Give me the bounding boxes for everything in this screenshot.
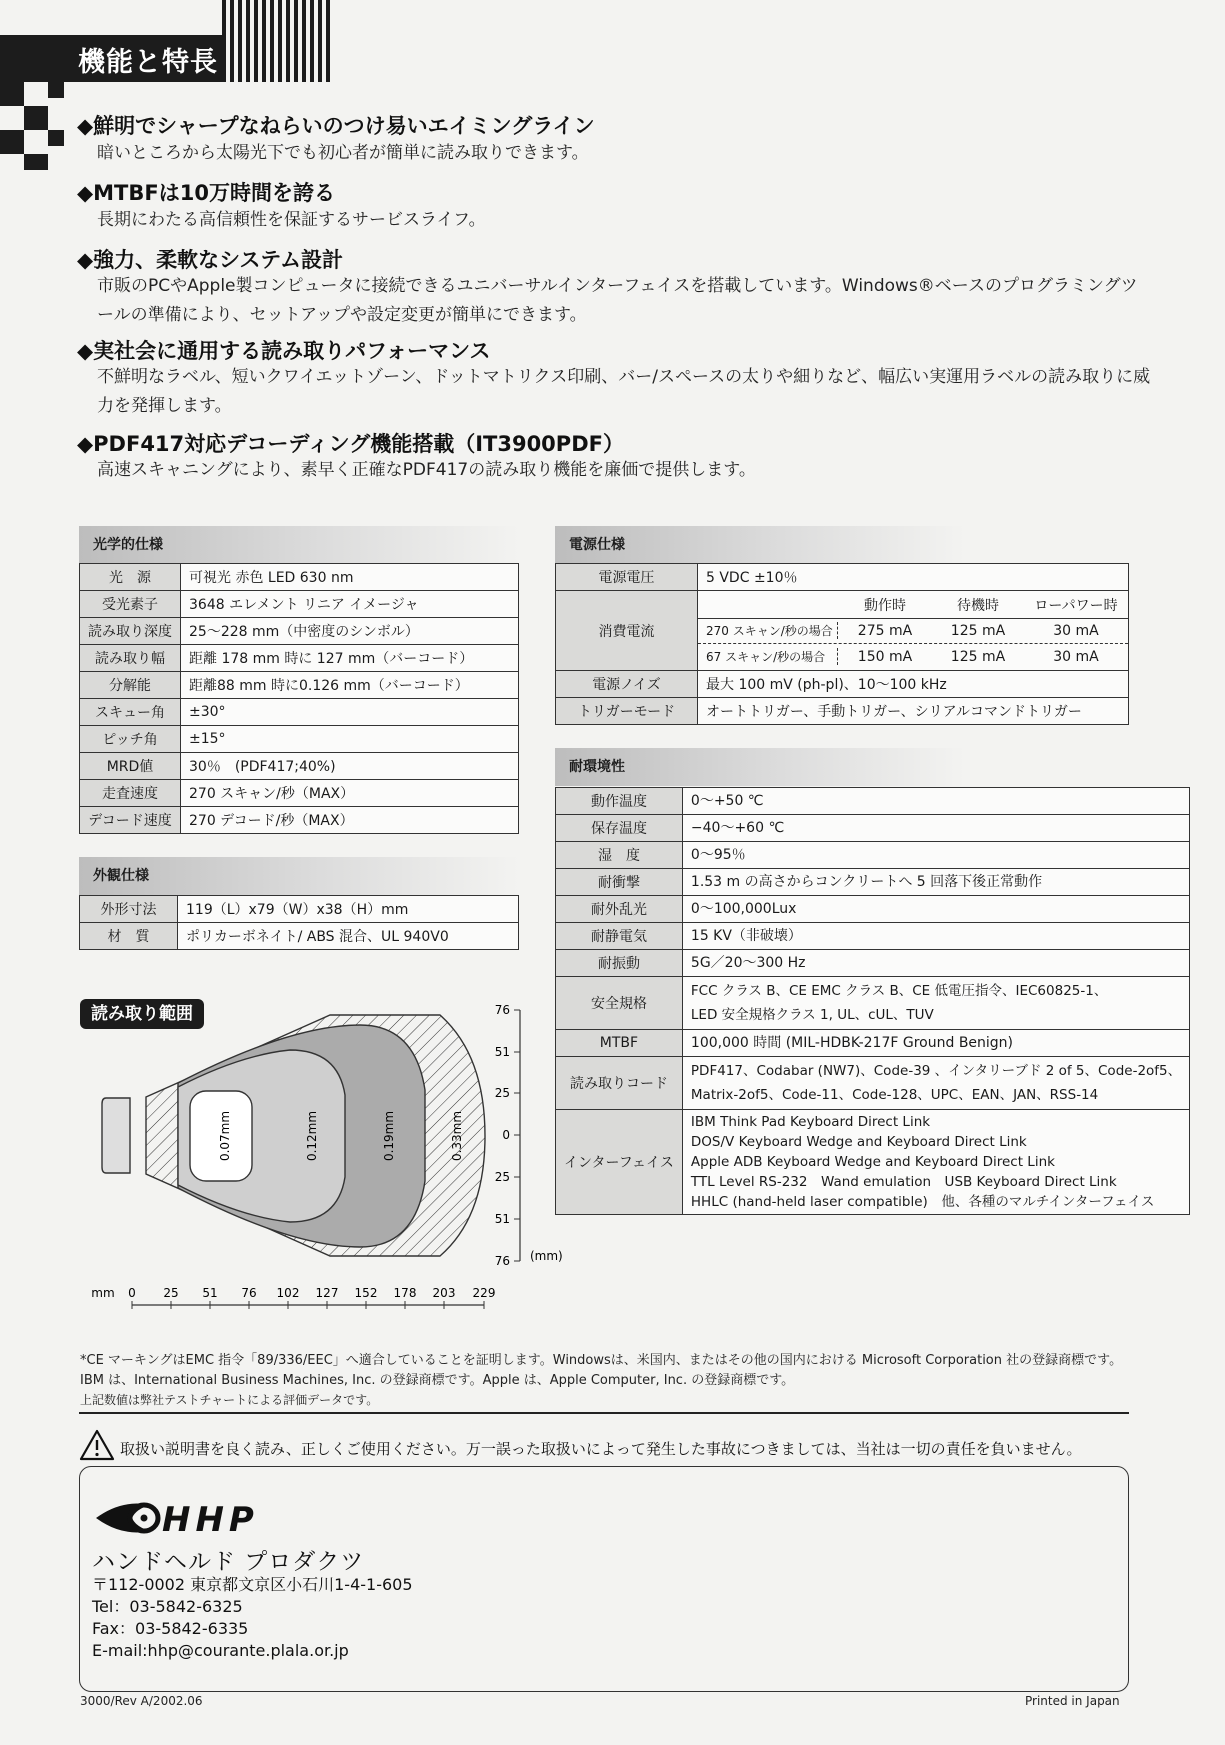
x-unit: mm: [91, 1286, 115, 1300]
row-value-line: HHLC (hand-held laser compatible) 他、各種のマルチインターフェイス: [690, 1194, 1155, 1210]
footnote: 上記数値は弊社テストチャートによる評価データです。: [80, 1393, 379, 1407]
power-spec-title: 電源仕様: [555, 526, 965, 564]
divider: [79, 1412, 1129, 1414]
table-row: [556, 923, 1190, 950]
row-label: スキュー角: [80, 699, 181, 726]
row-label: 耐振動: [556, 950, 683, 977]
y-unit: (mm): [530, 1249, 563, 1263]
environment-spec-table: [555, 787, 1190, 1215]
row-label: 読み取り幅: [80, 645, 181, 672]
row-value-line: 0〜95％: [690, 847, 746, 863]
table-row: [556, 1057, 1190, 1110]
row-label: トリガーモード: [556, 698, 698, 725]
table-row: [80, 591, 519, 618]
row-label: MRD値: [80, 753, 181, 780]
row-value-line: 15 KV（非破壊）: [690, 928, 802, 944]
feature-body: 長期にわたる高信頼性を保証するサービスライフ。: [97, 210, 486, 230]
table-row: [80, 672, 519, 699]
row-value: ±30°: [181, 699, 519, 726]
table-row: [80, 726, 519, 753]
table-row: [80, 753, 519, 780]
header-stripes: [222, 0, 330, 82]
svg-text:HHP: HHP: [162, 1500, 259, 1539]
table-row: [80, 699, 519, 726]
page-title: 機能と特長: [78, 47, 218, 78]
row-label: 耐衝撃: [556, 869, 683, 896]
x-tick-label: 203: [432, 1286, 456, 1300]
row-value-line: DOS/V Keyboard Wedge and Keyboard Direct Link: [690, 1134, 1027, 1150]
power-spec-table: [555, 563, 1129, 725]
row-label: 電源ノイズ: [556, 671, 698, 698]
feature-heading: ◆鮮明でシャープなねらいのつけ易いエイミングライン: [77, 114, 595, 138]
row-value: オートトリガー、手動トリガー、シリアルコマンドトリガー: [698, 698, 1129, 725]
y-tick-label: 25: [494, 1086, 510, 1100]
zone-label: 0.19mm: [382, 1110, 396, 1162]
x-tick-label: 51: [202, 1286, 218, 1300]
company-name: ハンドヘルド プロダクツ: [92, 1549, 365, 1575]
row-label: MTBF: [556, 1030, 683, 1057]
zone-label: 0.33mm: [450, 1110, 464, 1162]
table-row: [556, 977, 1190, 1030]
row-label: デコード速度: [80, 807, 181, 834]
current-value: 125 mA: [950, 622, 1006, 639]
table-row: [556, 950, 1190, 977]
current-header: 動作時: [864, 597, 906, 614]
table-row: [556, 1110, 1190, 1215]
current-value: 30 mA: [1053, 648, 1099, 665]
row-label: 走査速度: [80, 780, 181, 807]
current-header: 待機時: [957, 597, 999, 614]
row-value: 最大 100 mV (ph-pl)、10〜100 kHz: [698, 671, 1129, 698]
row-value: 30％ (PDF417;40%): [181, 753, 519, 780]
row-value: 距離 178 mm 時に 127 mm（バーコード）: [181, 645, 519, 672]
row-value: 5 VDC ±10％: [698, 564, 1129, 591]
row-value-line: TTL Level RS-232 Wand emulation USB Keyboard Direct Link: [690, 1174, 1117, 1190]
feature-body: ールの準備により、セットアップや設定変更が簡単にできます。: [97, 305, 587, 325]
row-value: 25〜228 mm（中密度のシンボル）: [181, 618, 519, 645]
feature-body: 力を発揮します。: [97, 396, 232, 416]
optical-spec-table: [79, 563, 519, 834]
x-tick-label: 0: [128, 1286, 136, 1300]
row-label: 動作温度: [556, 788, 683, 815]
y-tick-label: 25: [494, 1170, 510, 1184]
zone-label: 0.12mm: [305, 1110, 319, 1162]
table-row: [80, 780, 519, 807]
x-tick-label: 178: [393, 1286, 417, 1300]
feature-heading: ◆実社会に通用する読み取りパフォーマンス: [77, 339, 491, 363]
row-value-line: PDF417、Codabar (NW7)、Code-39 、インタリーブド 2 of 5、Code-2of5、: [690, 1063, 1182, 1079]
current-mode: 270 スキャン/秒の場合: [698, 622, 838, 639]
row-value: 3648 エレメント リニア イメージャ: [181, 591, 519, 618]
row-value: 270 スキャン/秒（MAX）: [181, 780, 519, 807]
warning-icon: [78, 1428, 116, 1462]
scanner-nose: [102, 1098, 130, 1173]
row-label: 外形寸法: [80, 896, 178, 923]
company-address: 〒112-0002 東京都文京区小石川1-4-1-605: [92, 1575, 413, 1594]
row-label: 読み取り深度: [80, 618, 181, 645]
row-value: [682, 896, 1189, 923]
table-row: [556, 1030, 1190, 1057]
table-row: [556, 842, 1190, 869]
company-tel: Tel：03-5842-6325: [92, 1597, 243, 1616]
x-tick-label: 152: [354, 1286, 378, 1300]
row-label: ピッチ角: [80, 726, 181, 753]
y-tick-label: 76: [494, 1003, 510, 1017]
row-value-line: 5G／20〜300 Hz: [690, 955, 806, 971]
current-value: 30 mA: [1053, 622, 1099, 639]
table-row: [556, 815, 1190, 842]
current-matrix: [698, 591, 1129, 671]
table-row: [80, 618, 519, 645]
feature-body: 不鮮明なラベル、短いクワイエットゾーン、ドットマトリクス印刷、バー/スペースの太りや細りなど、幅広い実運用ラベルの読み取りに威: [97, 367, 1151, 387]
row-value: ±15°: [181, 726, 519, 753]
row-label: 材 質: [80, 923, 178, 950]
environment-spec-title: 耐環境性: [555, 748, 965, 786]
company-email[interactable]: E-mail:hhp@courante.plala.or.jp: [92, 1641, 349, 1660]
range-chart: [80, 995, 580, 1310]
feature-body: 高速スキャニングにより、素早く正確なPDF417の読み取り機能を廉価で提供します。: [97, 460, 756, 480]
table-row: [80, 645, 519, 672]
row-value: [682, 815, 1189, 842]
row-label: 安全規格: [556, 977, 683, 1030]
table-row: [556, 896, 1190, 923]
hhp-logo: [92, 1497, 307, 1539]
table-row: [80, 896, 519, 923]
warning-text: 取扱い説明書を良く読み、正しくご使用ください。万一誤った取扱いによって発生した事故につきましては、当社は一切の責任を負いません。: [120, 1440, 1082, 1458]
row-value: 270 デコード/秒（MAX）: [181, 807, 519, 834]
company-fax: Fax：03-5842-6335: [92, 1619, 249, 1638]
y-tick-label: 51: [494, 1045, 510, 1059]
printed-in: Printed in Japan: [1025, 1694, 1120, 1708]
row-value: [682, 869, 1189, 896]
table-row: [80, 923, 519, 950]
row-value: [682, 950, 1189, 977]
row-label: 保存温度: [556, 815, 683, 842]
optical-spec-title: 光学的仕様: [79, 526, 519, 564]
row-value: [682, 788, 1189, 815]
current-header: ローパワー時: [1034, 597, 1118, 614]
row-label: 光 源: [80, 564, 181, 591]
table-row: [556, 869, 1190, 896]
row-value-line: IBM Think Pad Keyboard Direct Link: [690, 1114, 931, 1130]
row-label: 耐静電気: [556, 923, 683, 950]
zone-label: 0.07mm: [218, 1110, 232, 1162]
row-value: [682, 842, 1189, 869]
appearance-spec-table: [79, 895, 519, 950]
row-value: 119（L）x79（W）x38（H）mm: [178, 896, 519, 923]
range-chart-badge: 読み取り範囲: [80, 999, 204, 1029]
feature-body: 市販のPCやApple製コンピュータに接続できるユニバーサルインターフェイスを搭載しています。Windows®ベースのプログラミングツ: [97, 276, 1138, 296]
range-x-axis: [85, 1283, 505, 1313]
feature-heading: ◆PDF417対応デコーディング機能搭載（IT3900PDF）: [77, 432, 624, 456]
row-value: 距離88 mm 時に0.126 mm（バーコード）: [181, 672, 519, 699]
row-value-line: 100,000 時間 (MIL-HDBK-217F Ground Benign): [690, 1035, 1014, 1051]
appearance-spec-title: 外観仕様: [79, 857, 519, 895]
feature-heading: ◆MTBFは10万時間を誇る: [77, 181, 335, 205]
row-label: 湿 度: [556, 842, 683, 869]
row-value-line: 0〜100,000Lux: [690, 901, 797, 917]
current-mode: 67 スキャン/秒の場合: [698, 648, 838, 665]
current-value: 125 mA: [950, 648, 1006, 665]
footnote: *CE マーキングはEMC 指令「89/336/EEC」へ適合していることを証明します。Windowsは、米国内、またはその他の国内における Microsoft Corporation 社の登録商標です。: [80, 1353, 1123, 1368]
row-label: 耐外乱光: [556, 896, 683, 923]
row-value: [682, 1030, 1189, 1057]
row-value: [682, 1110, 1189, 1215]
row-label: インターフェイス: [556, 1110, 683, 1215]
row-value-line: Matrix-2of5、Code-11、Code-128、UPC、EAN、JAN、RSS-14: [690, 1087, 1099, 1103]
row-label: 分解能: [80, 672, 181, 699]
table-row: [556, 788, 1190, 815]
feature-heading: ◆強力、柔軟なシステム設計: [77, 248, 344, 272]
row-label: 読み取りコード: [556, 1057, 683, 1110]
x-tick-label: 229: [472, 1286, 496, 1300]
row-value-line: 0〜+50 ℃: [690, 793, 764, 809]
current-value: 150 mA: [857, 648, 913, 665]
feature-body: 暗いところから太陽光下でも初心者が簡単に読み取りできます。: [97, 143, 589, 163]
row-value: [682, 977, 1189, 1030]
row-label: 消費電流: [556, 591, 698, 671]
current-value: 275 mA: [857, 622, 913, 639]
row-value-line: 1.53 m の高さからコンクリートへ 5 回落下後正常動作: [690, 874, 1043, 890]
row-value: [682, 923, 1189, 950]
y-tick-label: 51: [494, 1212, 510, 1226]
row-label: 受光素子: [80, 591, 181, 618]
row-value: ポリカーボネイト/ ABS 混合、UL 940V0: [178, 923, 519, 950]
row-value-line: −40〜+60 ℃: [690, 820, 785, 836]
row-label: 電源電圧: [556, 564, 698, 591]
y-tick-label: 76: [494, 1254, 510, 1268]
x-tick-label: 76: [241, 1286, 257, 1300]
footnote: IBM は、International Business Machines, Inc. の登録商標です。Apple は、Apple Computer, Inc. の登録商標です。: [80, 1373, 795, 1388]
x-tick-label: 25: [163, 1286, 179, 1300]
table-row: [80, 564, 519, 591]
x-tick-label: 102: [276, 1286, 300, 1300]
row-value-line: FCC クラス B、CE EMC クラス B、CE 低電圧指令、IEC60825-1、: [690, 983, 1108, 999]
y-tick-label: 0: [502, 1128, 510, 1142]
doc-code: 3000/Rev A/2002.06: [80, 1694, 203, 1708]
row-value-line: LED 安全規格クラス 1, UL、cUL、TUV: [690, 1007, 934, 1023]
row-value: [682, 1057, 1189, 1110]
row-value-line: Apple ADB Keyboard Wedge and Keyboard Direct Link: [690, 1154, 1055, 1170]
row-value: 可視光 赤色 LED 630 nm: [181, 564, 519, 591]
x-tick-label: 127: [315, 1286, 339, 1300]
table-row: [80, 807, 519, 834]
